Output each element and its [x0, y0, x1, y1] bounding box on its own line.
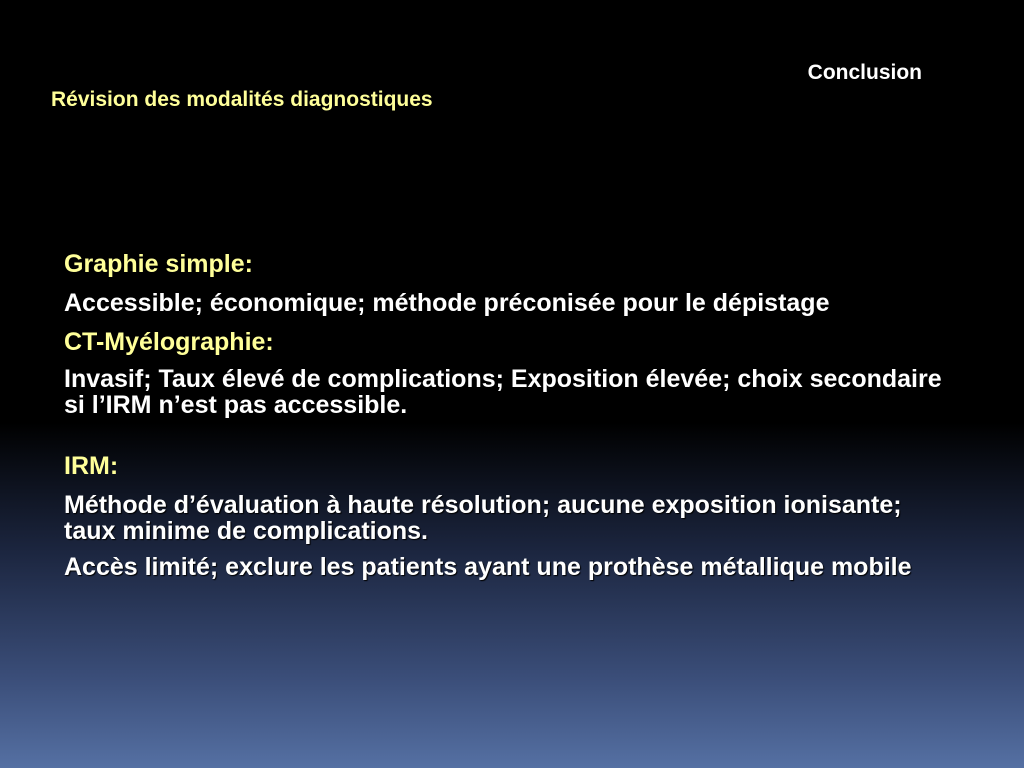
ct-myelographie-text: Invasif; Taux élevé de complications; Exposition élevée; choix secondaire si l’IRM n’est pas accessible.	[64, 365, 942, 419]
heading-graphie-simple: Graphie simple:	[64, 250, 253, 278]
slide-content	[64, 250, 944, 580]
slide-subtitle: Révision des modalités diagnostiques	[51, 88, 433, 111]
graphie-simple-text: Accessible; économique; méthode préconisée pour le dépistage	[64, 289, 830, 317]
heading-irm: IRM:	[64, 452, 119, 480]
irm-text-2: Accès limité; exclure les patients ayant une prothèse métallique mobile	[64, 553, 912, 581]
section-label: Conclusion	[807, 61, 922, 84]
heading-ct-myelographie: CT-Myélographie:	[64, 328, 274, 356]
irm-text-1: Méthode d’évaluation à haute résolution; aucune exposition ionisante; taux minime de complications.	[64, 491, 902, 545]
